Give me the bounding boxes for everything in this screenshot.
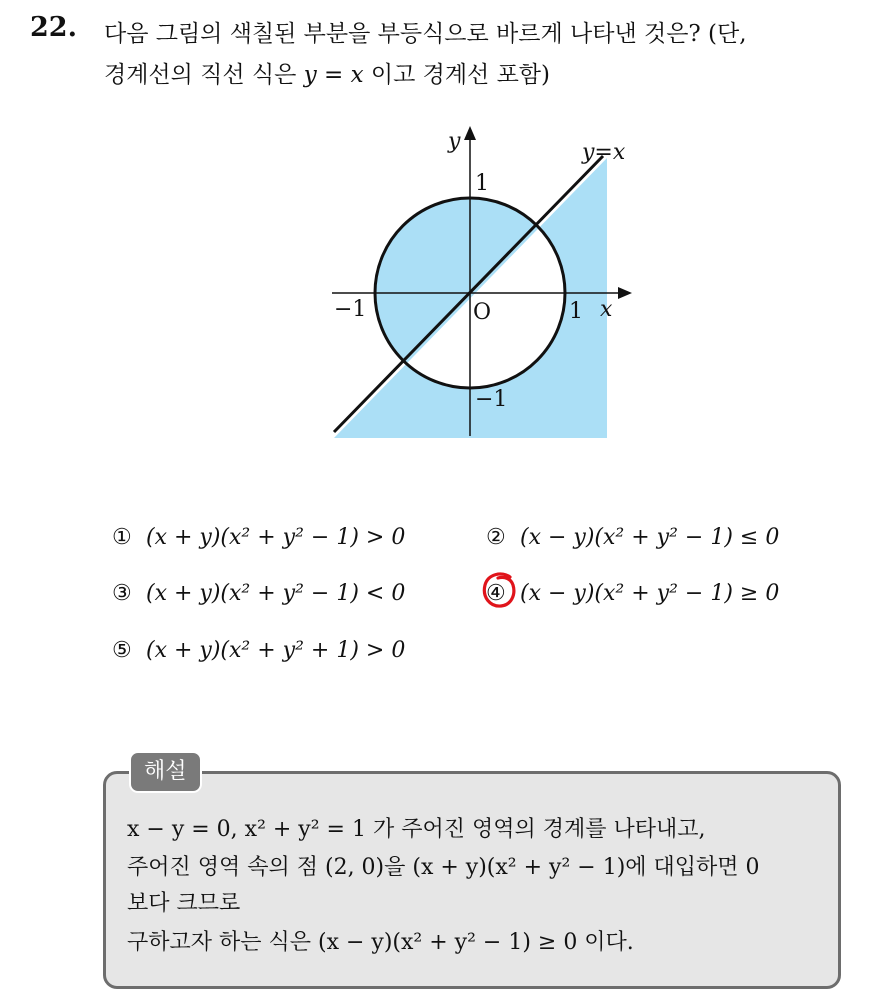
x-axis-label: x: [600, 297, 613, 322]
tick-x-pos: 1: [569, 299, 583, 324]
answer-circle-mark: [480, 571, 518, 611]
choice-3-text: (x + y)(x² + y² − 1) < 0: [146, 581, 406, 606]
solution-line-3: 보다 크므로: [127, 891, 241, 916]
question-text-line2: [104, 56, 550, 89]
tick-y-pos: 1: [475, 171, 489, 196]
choice-5-number: ⑤: [112, 638, 132, 663]
choice-4-number: ④: [486, 581, 506, 606]
line-label: y=x: [582, 140, 626, 165]
choice-5-text: (x + y)(x² + y² + 1) > 0: [146, 638, 406, 663]
x-axis-arrow: [618, 287, 632, 299]
choice-3[interactable]: [112, 581, 405, 606]
choice-1[interactable]: [112, 525, 405, 550]
choice-4[interactable]: [486, 581, 779, 606]
choice-1-number: ①: [112, 525, 132, 550]
question-number: 22.: [30, 12, 77, 43]
question-text-line1: 다음 그림의 색칠된 부분을 부등식으로 바르게 나타낸 것은? (단,: [104, 21, 747, 47]
choice-3-number: ③: [112, 581, 132, 606]
solution-line-4: 구하고자 하는 식은 (x − y)(x² + y² − 1) ≥ 0 이다.: [127, 930, 634, 955]
question-line2-suffix: 이고 경계선 포함): [370, 62, 550, 88]
choice-2-text: (x − y)(x² + y² − 1) ≤ 0: [520, 525, 780, 550]
solution-line-1: x − y = 0, x² + y² = 1 가 주어진 영역의 경계를 나타내고,: [127, 817, 706, 842]
region-graph: [320, 118, 640, 448]
tick-y-neg: −1: [475, 387, 508, 412]
y-axis-arrow: [464, 126, 476, 140]
y-axis-label: y: [448, 129, 461, 154]
solution-line-2: 주어진 영역 속의 점 (2, 0)을 (x + y)(x² + y² − 1)에 대입하면 0: [127, 855, 760, 880]
line-equation: y = x: [303, 62, 364, 88]
solution-tab: 해설: [129, 751, 202, 793]
choice-2[interactable]: [486, 525, 779, 550]
question-line2-prefix: 경계선의 직선 식은: [104, 62, 297, 88]
tick-x-neg: −1: [334, 297, 367, 322]
origin-label: O: [473, 300, 492, 325]
choice-5[interactable]: [112, 638, 405, 663]
choice-4-text: (x − y)(x² + y² − 1) ≥ 0: [520, 581, 780, 606]
choice-2-number: ②: [486, 525, 506, 550]
choice-1-text: (x + y)(x² + y² − 1) > 0: [146, 525, 406, 550]
